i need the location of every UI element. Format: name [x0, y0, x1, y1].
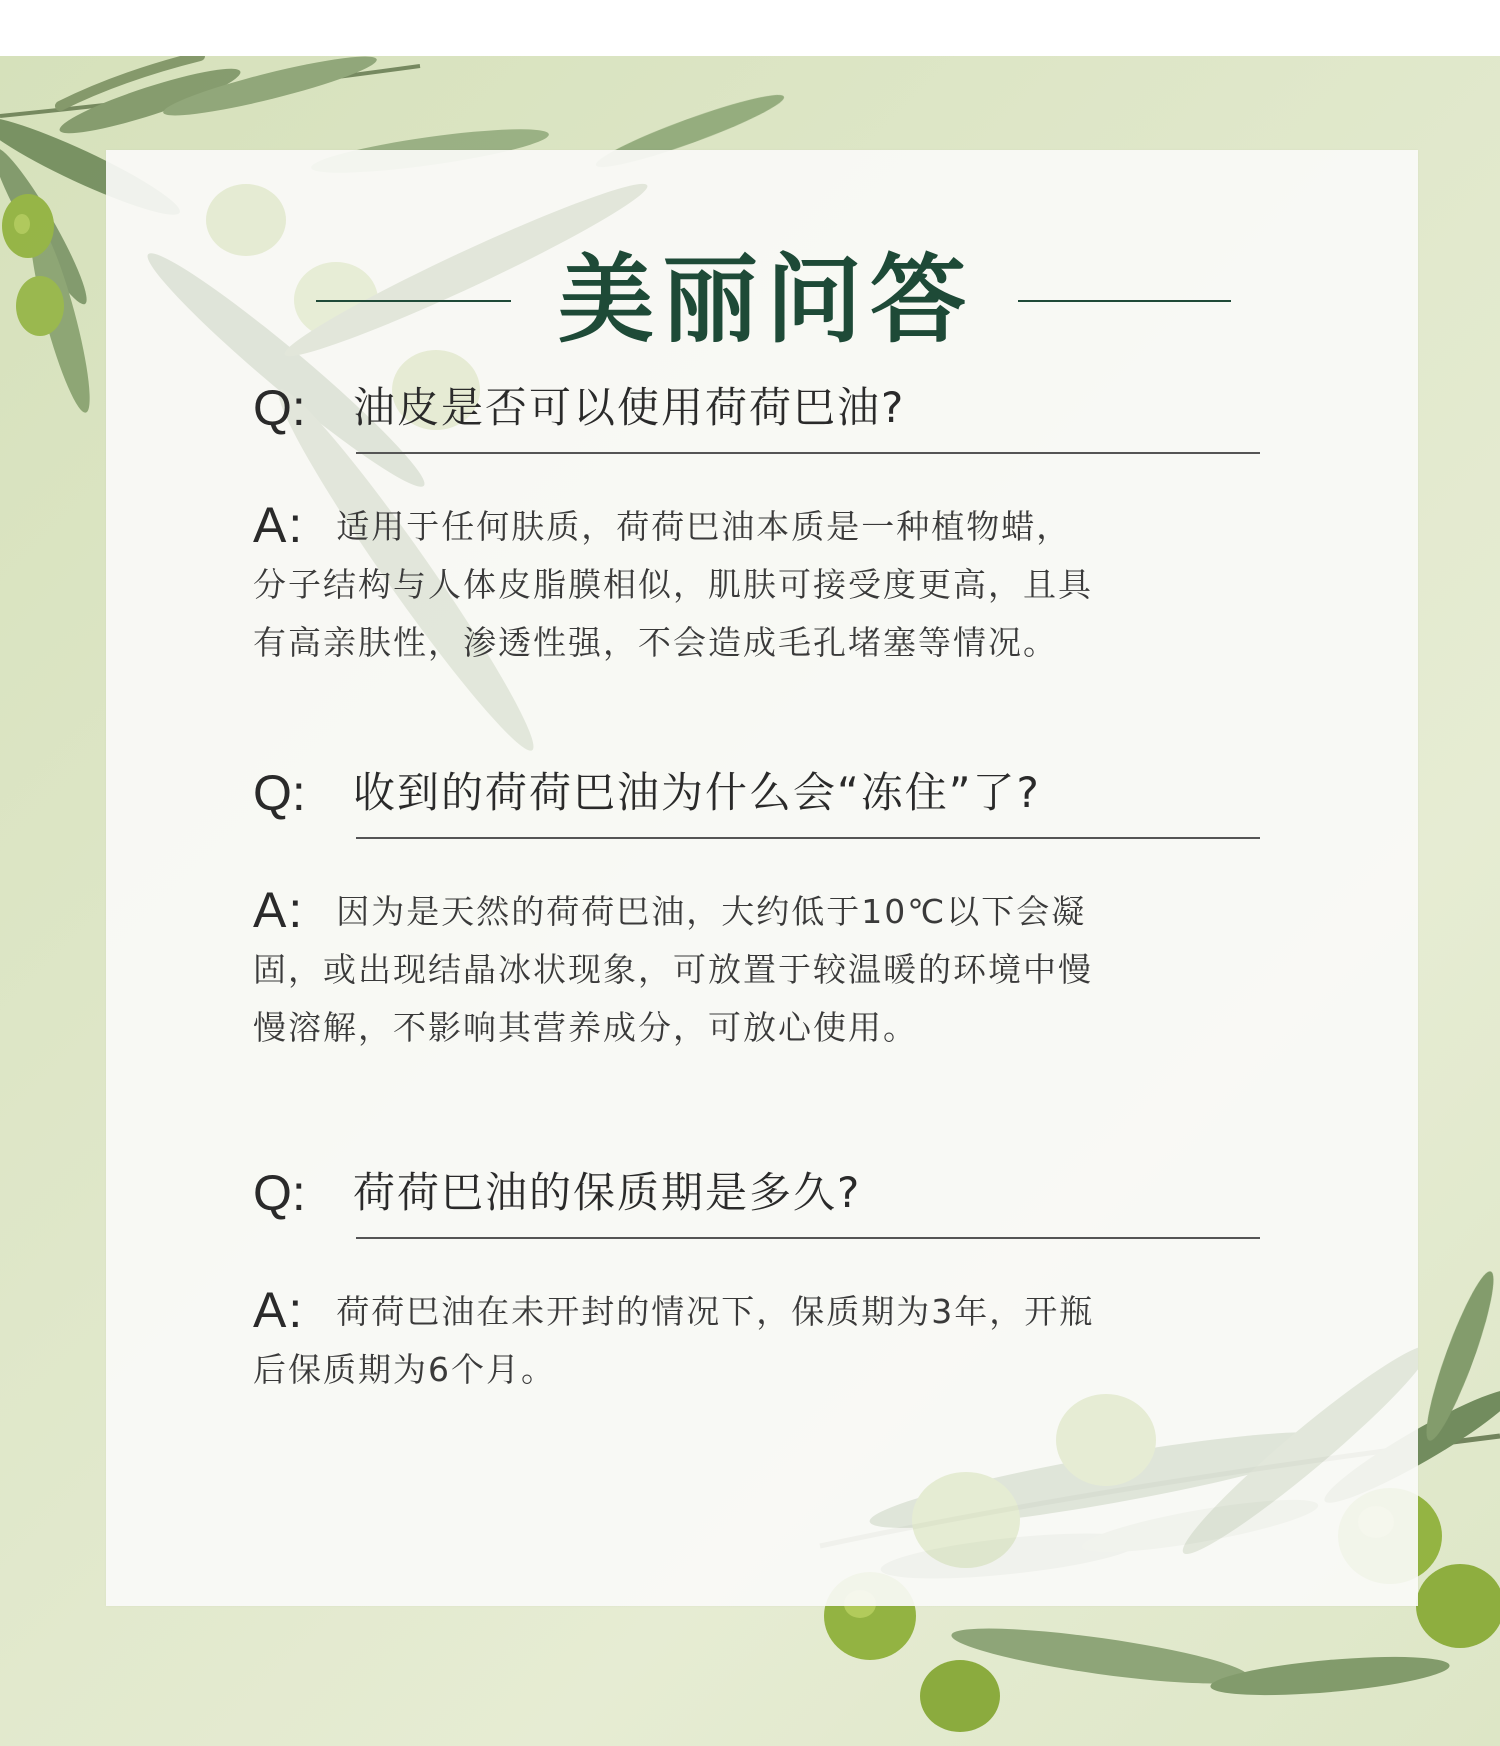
answer-line: 固，或出现结晶冰状现象，可放置于较温暖的环境中慢: [253, 950, 1093, 989]
question-underline: [356, 837, 1260, 839]
answer-line: [253, 496, 1283, 556]
question-mark: Q:: [253, 765, 306, 821]
answer-mark: A:: [253, 1282, 305, 1338]
answer-text: 荷荷巴油在未开封的情况下，保质期为3年，开瓶: [336, 1292, 1095, 1331]
question-text: 油皮是否可以使用荷荷巴油?: [353, 383, 906, 432]
answer-line: 有高亲肤性，渗透性强，不会造成毛孔堵塞等情况。: [253, 623, 1058, 662]
qa-card: [106, 150, 1418, 1606]
question-underline: [356, 1237, 1260, 1239]
answer-line: [253, 1281, 1283, 1341]
question-row: [253, 372, 1283, 444]
answer-block: [253, 496, 1283, 672]
answer-mark: A:: [253, 882, 305, 938]
title-divider-left: [316, 300, 511, 302]
answer-block: [253, 881, 1283, 1057]
answer-line: 后保质期为6个月。: [253, 1350, 556, 1389]
answer-text: 适用于任何肤质，荷荷巴油本质是一种植物蜡，: [336, 507, 1072, 546]
page-title: 美丽问答: [558, 243, 974, 356]
answer-line: 分子结构与人体皮脂膜相似，肌肤可接受度更高，且具: [253, 565, 1093, 604]
question-row: [253, 757, 1283, 829]
answer-line: [253, 881, 1283, 941]
qa-item: [253, 372, 1283, 672]
question-underline: [356, 452, 1260, 454]
question-mark: Q:: [253, 380, 306, 436]
answer-mark: A:: [253, 497, 305, 553]
qa-item: [253, 757, 1283, 1057]
answer-text: 因为是天然的荷荷巴油，大约低于10℃以下会凝: [336, 892, 1087, 931]
answer-block: [253, 1281, 1283, 1399]
answer-line: 慢溶解，不影响其营养成分，可放心使用。: [253, 1008, 918, 1047]
title-divider-right: [1018, 300, 1231, 302]
question-mark: Q:: [253, 1165, 306, 1221]
qa-item: [253, 1157, 1283, 1399]
question-text: 收到的荷荷巴油为什么会“冻住”了?: [353, 768, 1041, 817]
question-text: 荷荷巴油的保质期是多久?: [353, 1168, 862, 1217]
question-row: [253, 1157, 1283, 1229]
title-section: [106, 245, 1418, 355]
